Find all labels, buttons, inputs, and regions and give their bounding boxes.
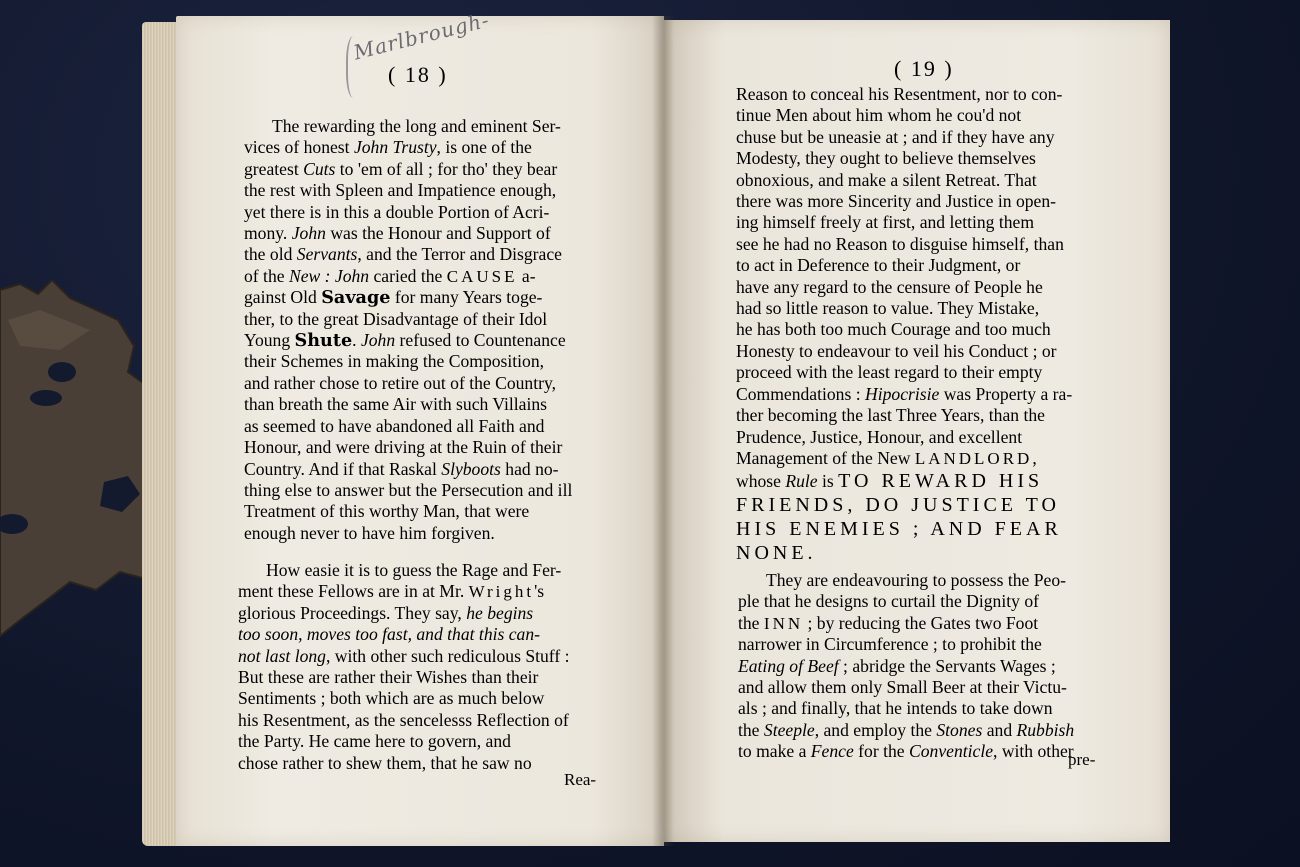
text-line: Country. And if that Raskal Slyboots had no-	[244, 458, 559, 479]
text-line: he has both too much Courage and too much	[736, 319, 1051, 340]
text-line: Reason to conceal his Resentment, nor to con-	[736, 84, 1063, 104]
text-line: ple that he designs to curtail the Dignity of	[738, 591, 1039, 612]
text-line: to act in Deference to their Judgment, or	[736, 255, 1021, 276]
text-line: Treatment of this worthy Man, that were	[244, 501, 530, 522]
text-line: the INN ; by reducing the Gates two Foot	[738, 612, 1039, 633]
text-line: als ; and finally, that he intends to take down	[738, 698, 1053, 719]
text-line: whose Rule is TO REWARD HIS	[736, 470, 1044, 493]
text-line: his Resentment, as the sencelesss Reflection of	[238, 709, 569, 730]
right-paragraph-1	[736, 84, 1098, 565]
book-gutter	[652, 16, 674, 846]
left-paragraph-2	[238, 560, 604, 774]
right-paragraph-2	[738, 570, 1098, 763]
text-line: ther becoming the last Three Years, than the	[736, 405, 1045, 426]
text-line: The rewarding the long and eminent Ser-	[272, 116, 561, 136]
catchword-right: pre-	[1068, 750, 1096, 769]
text-line: Eating of Beef ; abridge the Servants Wages ;	[738, 655, 1056, 676]
text-line: Young Shute. John refused to Countenance	[244, 330, 566, 352]
text-line: Honour, and were driving at the Ruin of their	[244, 437, 563, 458]
text-line: to make a Fence for the Conventicle, with other	[738, 741, 1074, 762]
text-line: have any regard to the censure of People he	[736, 276, 1043, 297]
text-line: narrower in Circumference ; to prohibit the	[738, 634, 1042, 655]
text-line: obnoxious, and make a silent Retreat. That	[736, 169, 1037, 190]
text-line: chose rather to shew them, that he saw no	[238, 752, 532, 773]
text-line: Honesty to endeavour to veil his Conduct ; or	[736, 340, 1057, 361]
text-line: enough never to have him forgiven.	[244, 522, 495, 543]
text-line: and rather chose to retire out of the Country,	[244, 372, 557, 393]
margin-handwriting: Marlbrough-	[351, 7, 492, 65]
text-line: FRIENDS, DO JUSTICE TO	[736, 494, 1060, 517]
text-line: tinue Men about him whom he cou'd not	[736, 105, 1022, 126]
text-line: They are endeavouring to possess the Peo-	[766, 570, 1066, 590]
text-line: Prudence, Justice, Honour, and excellent	[736, 426, 1023, 447]
text-line: ther, to the great Disadvantage of their Idol	[244, 308, 548, 329]
text-line: than breath the same Air with such Villains	[244, 394, 548, 415]
text-line: too soon, moves too fast, and that this can-	[238, 624, 541, 645]
text-line: Management of the New LANDLORD,	[736, 447, 1037, 468]
text-line: had so little reason to value. They Mistake,	[736, 298, 1040, 319]
text-line: the rest with Spleen and Impatience enough,	[244, 180, 557, 201]
left-paragraph-1	[244, 116, 608, 544]
text-line: their Schemes in making the Composition,	[244, 351, 545, 372]
text-line: How easie it is to guess the Rage and Fer-	[266, 560, 562, 580]
page-number-right: ( 19 )	[894, 56, 954, 81]
text-line: mony. John was the Honour and Support of	[244, 223, 551, 244]
text-line: thing else to answer but the Persecution and ill	[244, 479, 573, 500]
text-line: and allow them only Small Beer at their Victu-	[738, 677, 1067, 698]
text-line: the Steeple, and employ the Stones and Rubbish	[738, 719, 1075, 740]
text-line: HIS ENEMIES ; AND FEAR	[736, 518, 1062, 541]
text-line: NONE.	[736, 542, 817, 565]
text-line: the old Servants, and the Terror and Disgrace	[244, 244, 562, 265]
text-line: see he had no Reason to disguise himself, than	[736, 233, 1064, 254]
text-line: Sentiments ; both which are as much below	[238, 688, 545, 709]
text-line: there was more Sincerity and Justice in open-	[736, 191, 1057, 212]
text-line: vices of honest John Trusty, is one of the	[244, 137, 532, 158]
text-line: gainst Old Savage for many Years toge-	[244, 287, 543, 309]
text-line: Modesty, they ought to believe themselves	[736, 148, 1036, 169]
text-line: proceed with the least regard to their empty	[736, 362, 1043, 383]
page-number-left: ( 18 )	[388, 62, 448, 87]
text-line: glorious Proceedings. They say, he begins	[238, 602, 534, 623]
text-line: Commendations : Hipocrisie was Property a ra-	[736, 383, 1073, 404]
text-line: yet there is in this a double Portion of Acri-	[244, 201, 550, 222]
catchword-left: Rea-	[564, 770, 597, 789]
text-line: not last long, with other such rediculous Stuff :	[238, 645, 570, 666]
text-line: chuse but be uneasie at ; and if they have any	[736, 126, 1055, 147]
text-line: the Party. He came here to govern, and	[238, 731, 511, 752]
text-line: ing himself freely at first, and letting them	[736, 212, 1035, 233]
text-line: ment these Fellows are in at Mr. Wright's	[238, 581, 545, 602]
text-line: But these are rather their Wishes than their	[238, 667, 539, 688]
text-line: as seemed to have abandoned all Faith and	[244, 415, 545, 436]
text-line: of the New : John caried the CAUSE a-	[244, 265, 536, 286]
text-line: greatest Cuts to 'em of all ; for tho' they bear	[244, 158, 558, 179]
